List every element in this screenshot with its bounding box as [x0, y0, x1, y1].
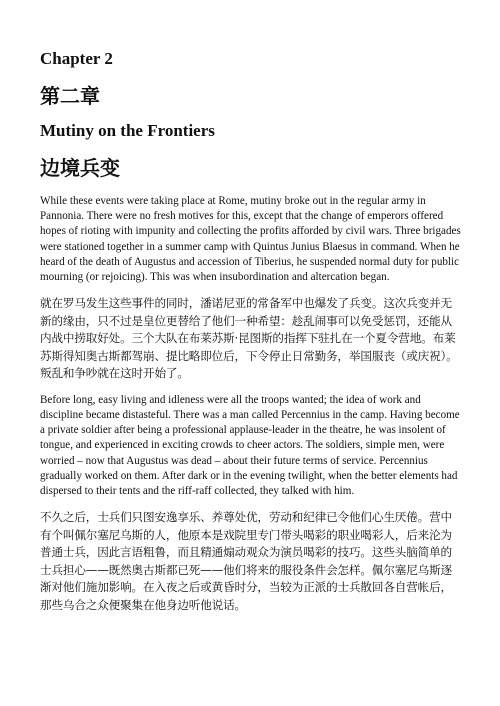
chapter-title-zh: 边境兵变 — [40, 156, 120, 180]
chapter-title: Mutiny on the Frontiers — [40, 121, 215, 140]
paragraph-zh: 就在罗马发生这些事件的同时，潘诺尼亚的常备军中也爆发了兵变。这次兵变并无新的缘由，只不过是皇位更替给了他们一种希望：趁乱闹事可以免受惩罚，还能从内战中捞取好处。三个大队在布莱苏斯·昆图斯的指挥下驻扎在一个夏令营地。布莱苏斯得知奥古斯都驾崩、提比略即位后，下令停止日常勤务，举国服丧（或庆祝）。叛乱和争吵就在这时开始了。 — [40, 296, 458, 381]
paragraph-en: While these events were taking place at Rome, mutiny broke out in the regular army in Pannonia. There were no fresh motives for this, except that the change of emperors offered hopes of rioting with impunity and collecting the profits afforded by civil wars. Three brigades were stationed together in a summer camp with Quintus Junius Blaesus in command. When he heard of the death of Augustus and accession of Tiberius, he suspended normal duty for public mourning (or rejoicing). This was when insubordination and altercation began. — [40, 195, 461, 284]
chapter-label: Chapter 2 — [40, 49, 113, 68]
chapter-label-zh: 第二章 — [40, 84, 100, 108]
paragraph-zh: 不久之后，士兵们只图安逸享乐、养尊处优，劳动和纪律已令他们心生厌倦。营中有个叫佩尔塞尼乌斯的人，他原本是戏院里专门带头喝彩的职业喝彩人，后来沦为普通士兵，因此言语粗鲁，而且精通煽动观众为演员喝彩的技巧。这些头脑简单的士兵担心——既然奥古斯都已死——他们将来的服役条件会怎样。佩尔塞尼乌斯逐渐对他们施加影响。在入夜之后或黄昏时分，当较为正派的士兵散回各自营帐后，那些乌合之众便聚集在他身边听他说话。 — [40, 510, 452, 612]
document-page — [40, 48, 462, 624]
paragraph-en: Before long, easy living and idleness were all the troops wanted; the idea of work and discipline became distasteful. There was a man called Percennius in the camp. Having become a private soldier after being a professional applause-leader in the theatre, he was insolent of tongue, and experienced in exciting crowds to cheer actors. The soldiers, simple men, were worried – now that Augustus was dead – about their future terms of service. Percennius gradually worked on them. After dark or in the evening twilight, when the better elements had dispersed to their tents and the riff-raff collected, they talked with him. — [40, 393, 460, 497]
